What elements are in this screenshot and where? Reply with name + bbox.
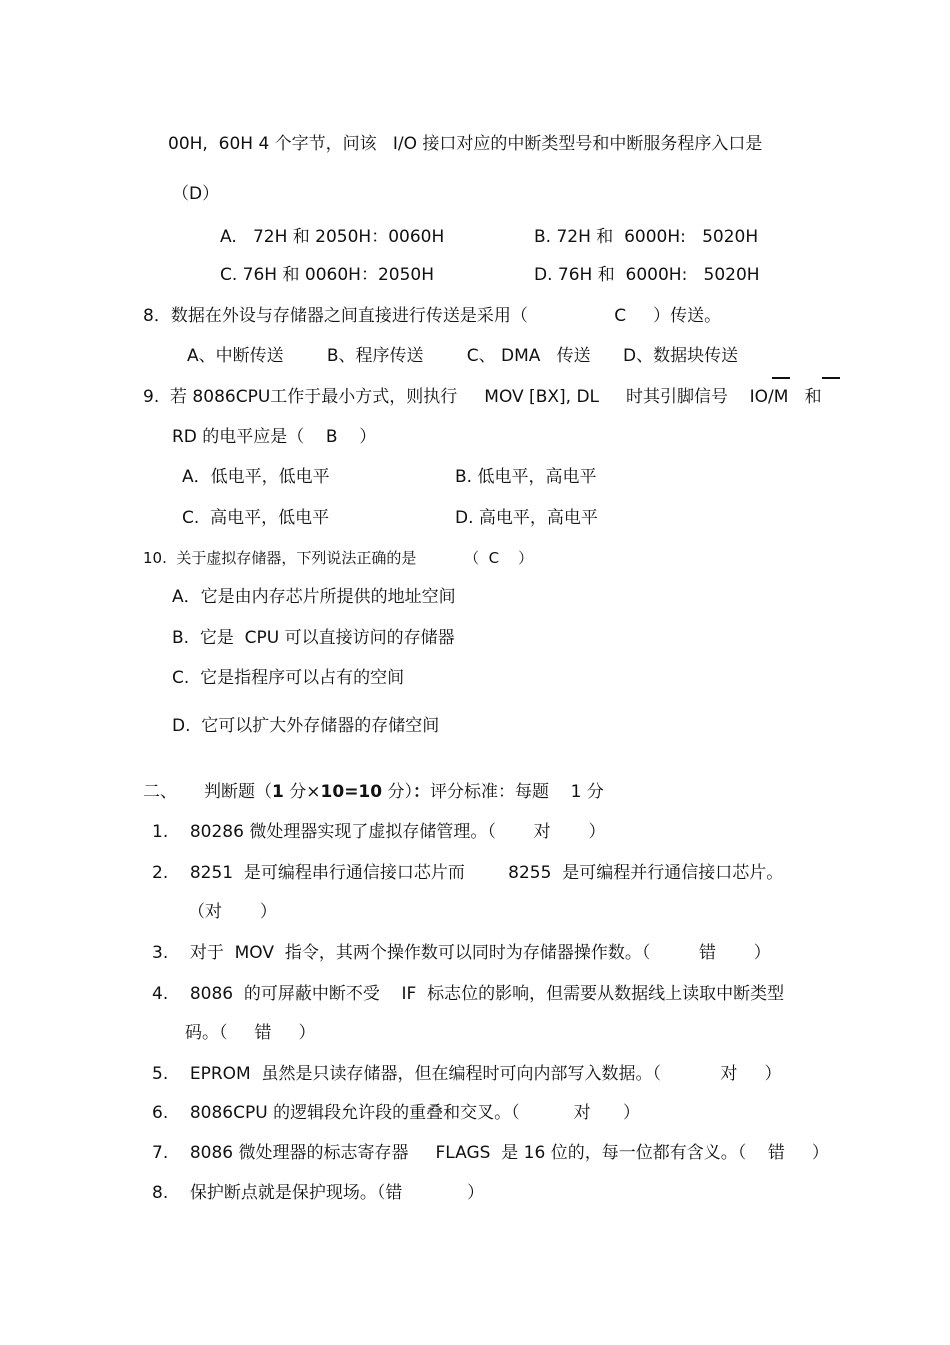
q9-option-d: D. 高电平，高电平 [455,508,598,528]
q9-stem-line1: 9. 若 8086CPU工作于最小方式，则执行 MOV [BX], DL 时其引脚信号 IO/M 和 [143,387,822,407]
q9-stem-line2: RD 的电平应是（ B ） [172,427,377,447]
q7-option-c: C. 76H 和 0060H：2050H [220,265,434,285]
rd-overbar [822,377,840,379]
q7-stem-line: 00H, 60H 4 个字节，问该 I/O 接口对应的中断类型号和中断服务程序入口是 [168,134,763,154]
section-2-heading [143,781,604,803]
tf-item-6: 6. 8086CPU 的逻辑段允许段的重叠和交叉。（ 对 ） [152,1103,641,1123]
q10-option-c: C. 它是指程序可以占有的空间 [172,668,405,688]
tf-item-5: 5. EPROM 虽然是只读存储器，但在编程时可向内部写入数据。（ 对 ） [152,1064,782,1084]
heading-score-a: 1 [272,782,284,802]
heading-colon: ： [413,782,430,802]
heading-suffix: 评分标准：每题 1 分 [430,782,604,802]
q7-option-b: B. 72H 和 6000H: 5020H [534,227,759,247]
q10-option-b: B. 它是 CPU 可以直接访问的存储器 [172,628,455,648]
q7-answer: （D） [172,184,220,204]
q10-option-d: D. 它可以扩大外存储器的存储空间 [172,716,440,736]
q8-options: A、中断传送 B、程序传送 C、 DMA 传送 D、数据块传送 [187,346,739,366]
q9-option-c: C. 高电平，低电平 [182,508,330,528]
q7-option-a: A. 72H 和 2050H：0060H [220,227,445,247]
q8-stem: 8．数据在外设与存储器之间直接进行传送是采用（ C ）传送。 [143,306,722,326]
tf-item-1: 1. 80286 微处理器实现了虚拟存储管理。（ 对 ） [152,822,606,842]
tf-item-4: 4. 8086 的可屏蔽中断不受 IF 标志位的影响，但需要从数据线上读取中断类型 [152,984,785,1004]
heading-prefix: 二、 判断题（ [143,782,273,802]
tf-item-4-answer: 码。（ 错 ） [185,1023,316,1043]
io-m-overbar [772,377,790,379]
tf-item-2: 2. 8251 是可编程串行通信接口芯片而 8255 是可编程并行通信接口芯片。 [152,863,784,883]
q9-option-b: B. 低电平，高电平 [455,467,597,487]
tf-item-8: 8. 保护断点就是保护现场。（错 ） [152,1183,485,1203]
tf-item-3: 3. 对于 MOV 指令，其两个操作数可以同时为存储器操作数。（ 错 ） [152,943,771,963]
q7-option-d: D. 76H 和 6000H: 5020H [534,265,760,285]
tf-item-2-answer: （对 ） [188,902,277,922]
heading-mid: 分× [283,782,321,802]
q9-option-a: A．低电平，低电平 [182,467,330,487]
heading-mid2: 分） [382,782,413,802]
q10-option-a: A．它是由内存芯片所提供的地址空间 [172,587,456,607]
q10-stem: 10. 关于虚拟存储器，下列说法正确的是 （ C ） [143,549,534,567]
tf-item-7: 7. 8086 微处理器的标志寄存器 FLAGS 是 16 位的，每一位都有含义。（ 错 ） [152,1143,829,1163]
heading-score-b: 10=10 [320,782,383,802]
